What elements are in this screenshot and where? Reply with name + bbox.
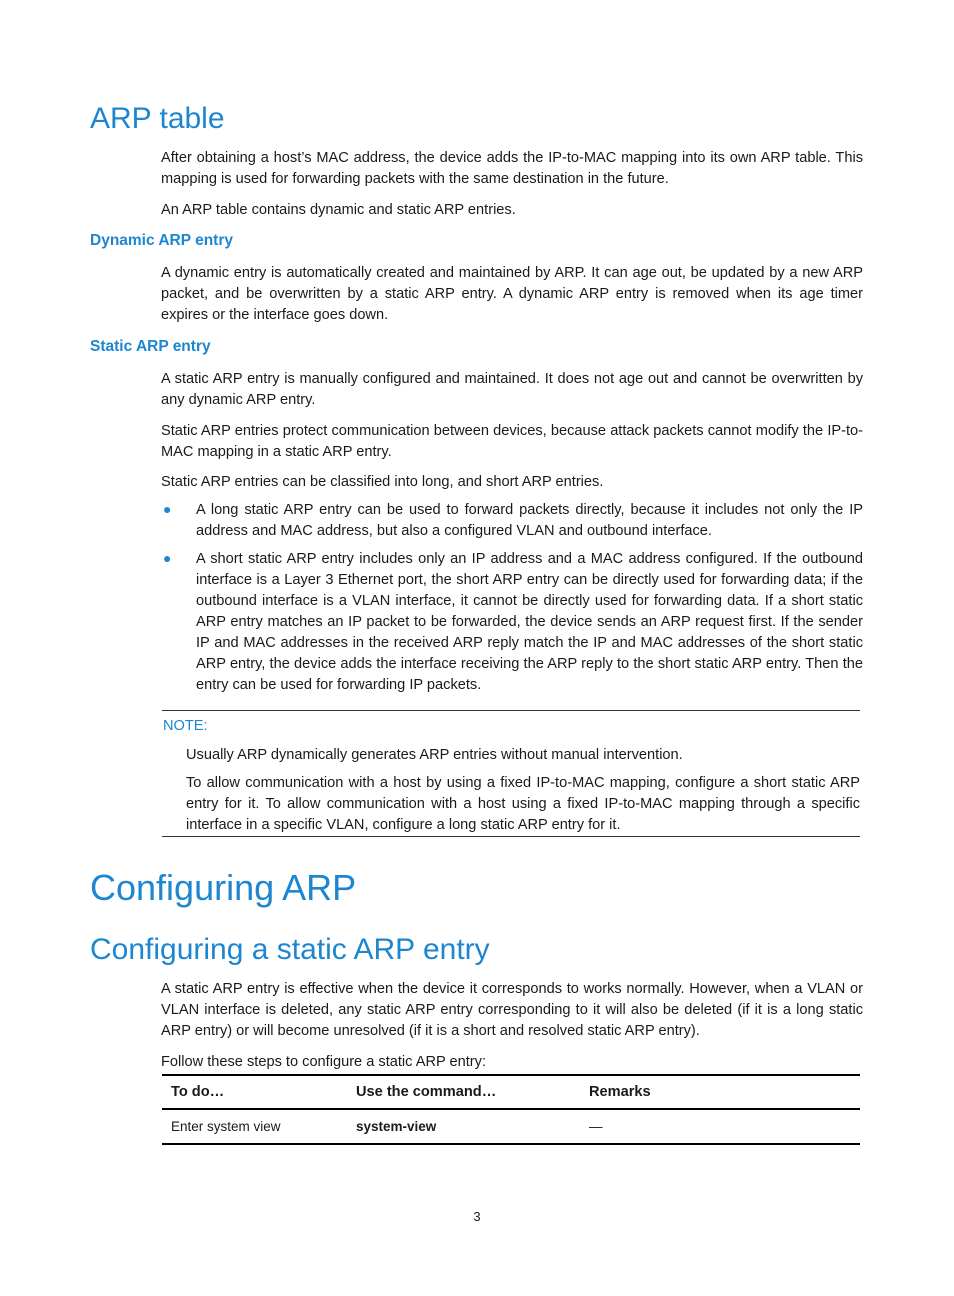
- static-entry-para-2: Static ARP entries protect communication between devices, because attack packets cannot modify the IP-to-MAC mapping in a static ARP entry.: [161, 423, 863, 460]
- note-para-2: To allow communication with a host by using a fixed IP-to-MAC mapping, configure a short static ARP entry for it. To allow communication with a host using a fixed IP-to-MAC mapping through a specific interface in a specific VLAN, configure a long static ARP entry for it.: [186, 775, 860, 833]
- subheading-static-arp-entry: Static ARP entry: [90, 338, 211, 355]
- table-row: [162, 1109, 860, 1144]
- steps-table: [162, 1074, 860, 1145]
- arp-table-para-2: An ARP table contains dynamic and static ARP entries.: [161, 202, 516, 218]
- table-header-row: [162, 1075, 860, 1109]
- column-header-command: Use the command…: [347, 1075, 580, 1109]
- arp-table-para-1: After obtaining a host’s MAC address, the device adds the IP-to-MAC mapping into its own ARP table. This mapping is used for forwarding packets with the same destination in the future.: [161, 150, 863, 187]
- note-top-rule: [162, 710, 860, 711]
- subheading-dynamic-arp-entry: Dynamic ARP entry: [90, 232, 233, 249]
- column-header-to-do: To do…: [162, 1075, 347, 1109]
- bullet-marker: ●: [163, 550, 172, 566]
- page-number: 3: [473, 1209, 481, 1224]
- dynamic-entry-para: A dynamic entry is automatically created and maintained by ARP. It can age out, be updated by a new ARP packet, and be overwritten by a static ARP entry. A dynamic ARP entry is removed when its age timer expires or the interface goes down.: [161, 265, 863, 323]
- bullet-marker: ●: [163, 501, 172, 517]
- bullet-item-short-entry: A short static ARP entry includes only an IP address and a MAC address configured. If the outbound interface is a Layer 3 Ethernet port, the short ARP entry can be directly used for forwarding data; if the outbound interface is a VLAN interface, it cannot be directly used for forwarding data. If a short static ARP entry matches an IP packet to be forwarded, the device sends an ARP request first. If the sender IP and MAC addresses in the received ARP reply match the IP and MAC addresses of the short static ARP entry, the device adds the interface receiving the ARP reply to the short static ARP entry. Then the entry can be used for forwarding IP packets.: [196, 551, 863, 693]
- cell-remarks: —: [580, 1109, 860, 1144]
- column-header-remarks: Remarks: [580, 1075, 860, 1109]
- section-heading-static-arp-config: Configuring a static ARP entry: [90, 933, 490, 966]
- note-label: NOTE:: [163, 718, 208, 734]
- static-entry-para-1: A static ARP entry is manually configured and maintained. It does not age out and cannot be overwritten by any dynamic ARP entry.: [161, 371, 863, 408]
- note-para-1: Usually ARP dynamically generates ARP entries without manual intervention.: [186, 747, 683, 763]
- static-entry-para-3: Static ARP entries can be classified into long, and short ARP entries.: [161, 474, 604, 490]
- section-heading-arp-table: ARP table: [90, 102, 225, 135]
- cell-to-do: Enter system view: [162, 1109, 347, 1144]
- bullet-item-long-entry: A long static ARP entry can be used to forward packets directly, because it includes not only the IP address and MAC address, but also a configured VLAN and outbound interface.: [196, 502, 863, 539]
- note-bottom-rule: [162, 836, 860, 837]
- cell-command: system-view: [347, 1109, 580, 1144]
- chapter-heading-configuring-arp: Configuring ARP: [90, 867, 357, 908]
- static-config-para-1: A static ARP entry is effective when the device it corresponds to works normally. However, when a VLAN or VLAN interface is deleted, any static ARP entry corresponding to it will also be deleted (if it is a long static ARP entry) or will become unresolved (if it is a short and resolved static ARP entry).: [161, 981, 863, 1039]
- static-config-para-2: Follow these steps to configure a static ARP entry:: [161, 1054, 487, 1070]
